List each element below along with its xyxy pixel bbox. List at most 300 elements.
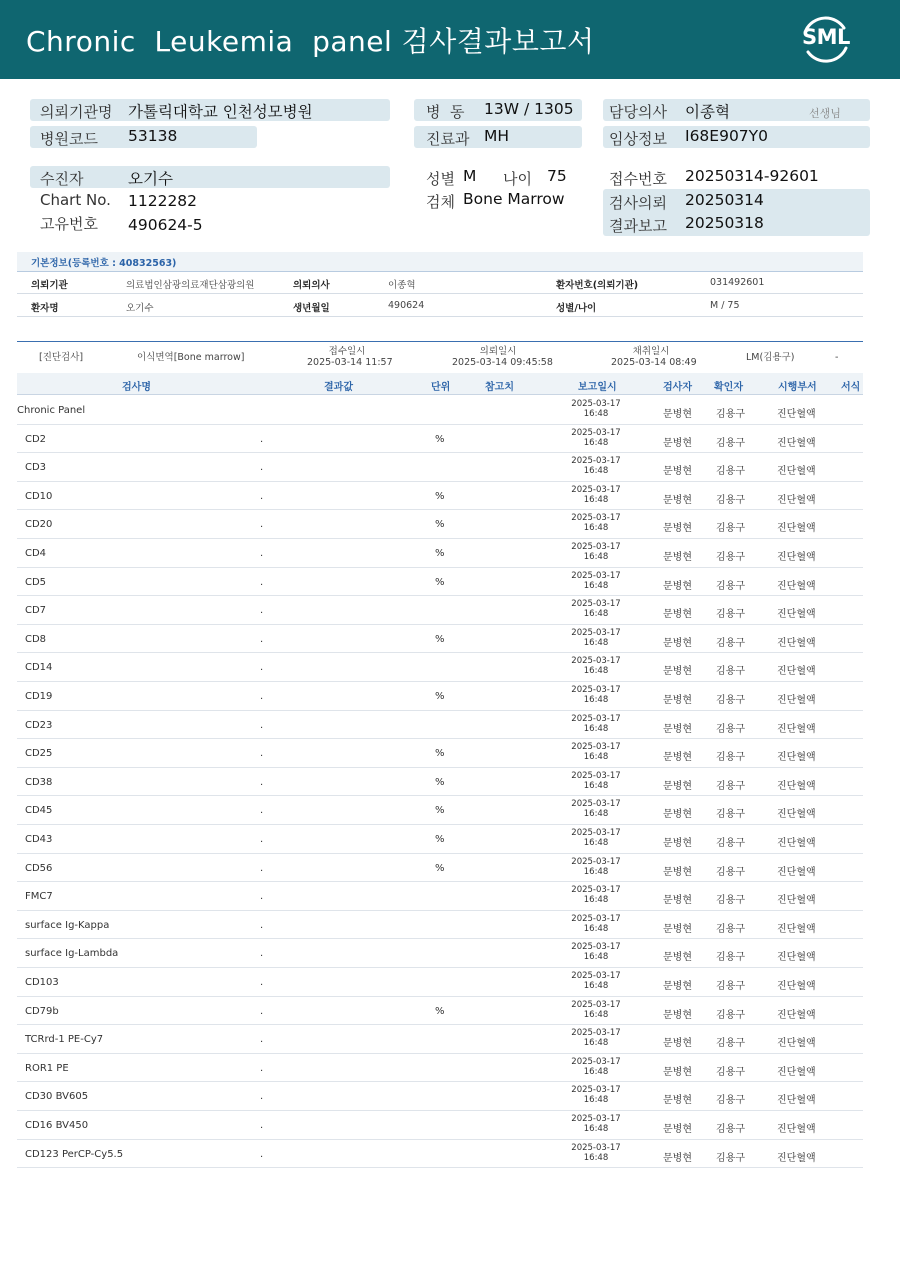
age-label: 나이 xyxy=(503,170,532,188)
dept: 진단혈액 xyxy=(777,609,816,621)
results-table-header xyxy=(17,373,863,395)
request-label: 검사의뢰 xyxy=(609,194,667,212)
sex-label: 성별 xyxy=(426,170,455,188)
unit: % xyxy=(435,776,445,788)
confirmer: 김용구 xyxy=(716,695,745,706)
test-name: FMC7 xyxy=(25,891,53,903)
report-date: 2025-03-17 xyxy=(571,885,621,896)
col-tester: 검사자 xyxy=(663,382,692,393)
uid-value: 490624-5 xyxy=(128,216,203,234)
unit: % xyxy=(435,748,445,760)
confirmer: 김용구 xyxy=(716,895,745,907)
report-header xyxy=(0,0,900,79)
table-row xyxy=(17,1025,863,1054)
result-value: . xyxy=(260,1005,264,1017)
basic-info-heading xyxy=(17,252,863,272)
test-name: CD14 xyxy=(25,662,53,674)
report-date: 2025-03-17 xyxy=(571,484,621,495)
report-datetime xyxy=(570,1000,622,1020)
confirmer: 김용구 xyxy=(716,723,745,735)
basic-key: 환자번호(의뢰기관) xyxy=(556,280,639,291)
table-row xyxy=(17,539,863,568)
test-name: surface Ig-Lambda xyxy=(25,948,119,960)
basic-info-title: 기본정보(등록번호 : 40832563) xyxy=(31,258,177,269)
tester: 문병현 xyxy=(663,923,692,935)
tester: 문병현 xyxy=(663,780,692,792)
order-category: [진단검사] xyxy=(39,352,84,363)
confirmer: 김용구 xyxy=(716,809,745,821)
tester: 문병현 xyxy=(663,666,692,678)
dept: 진단혈액 xyxy=(777,552,816,563)
test-name: ROR1 PE xyxy=(25,1062,69,1074)
dept: 진단혈액 xyxy=(777,1038,816,1050)
report-date: 2025-03-17 xyxy=(571,999,621,1010)
basic-row-2 xyxy=(17,295,863,317)
table-row xyxy=(17,882,863,911)
dept: 진단혈액 xyxy=(777,838,816,849)
tester: 문병현 xyxy=(663,895,692,907)
dept: 진단혈액 xyxy=(777,1124,816,1135)
result-value: . xyxy=(260,548,264,559)
report-time: 16:48 xyxy=(583,1152,609,1163)
tester: 문병현 xyxy=(663,523,692,535)
tester: 문병현 xyxy=(663,952,692,964)
test-name: CD19 xyxy=(25,691,53,702)
report-time: 16:48 xyxy=(583,838,609,848)
report-time: 16:48 xyxy=(583,1095,609,1106)
report-date: 2025-03-17 xyxy=(571,1056,621,1067)
dept: 진단혈액 xyxy=(777,923,816,935)
report-date: 2025-03-17 xyxy=(571,856,621,867)
table-row xyxy=(17,596,863,625)
dept: 진단혈액 xyxy=(777,437,816,449)
name-label: 수진자 xyxy=(40,170,84,188)
tester: 문병현 xyxy=(663,981,692,992)
dept: 진단혈액 xyxy=(777,780,816,792)
clinical-value: I68E907Y0 xyxy=(685,127,769,145)
confirmer: 김용구 xyxy=(716,838,745,849)
dept: 진단혈액 xyxy=(777,523,816,535)
table-row xyxy=(17,968,863,997)
report-date: 2025-03-17 xyxy=(571,427,621,438)
specimen-label: 검체 xyxy=(426,193,455,211)
result-value: . xyxy=(260,977,264,988)
confirmer: 김용구 xyxy=(716,1152,745,1164)
test-name: CD20 xyxy=(25,519,53,531)
doctor-suffix: 선생님 xyxy=(809,107,841,120)
tester: 문병현 xyxy=(663,1152,692,1164)
test-name: CD45 xyxy=(25,805,53,817)
report-datetime xyxy=(570,771,622,791)
report-date: 2025-03-17 xyxy=(571,799,621,810)
confirmer: 김용구 xyxy=(716,580,745,592)
dept: 진단혈액 xyxy=(777,895,816,907)
report-date: 2025-03-17 xyxy=(571,971,621,981)
report-datetime xyxy=(570,485,622,505)
order-dash: - xyxy=(835,352,839,363)
report-time: 16:48 xyxy=(583,1124,609,1134)
report-time: 16:48 xyxy=(583,923,609,934)
report-datetime xyxy=(570,428,622,448)
order-row xyxy=(17,341,863,373)
report-datetime xyxy=(570,714,622,734)
report-time: 16:48 xyxy=(583,952,609,963)
request-value: 20250314 xyxy=(685,191,764,209)
report-datetime xyxy=(570,1114,622,1134)
dept: 진단혈액 xyxy=(777,1066,816,1078)
report-time: 16:48 xyxy=(583,637,609,648)
order-received-value: 2025-03-14 11:57 xyxy=(307,357,393,368)
tester: 문병현 xyxy=(663,437,692,449)
report-time: 16:48 xyxy=(583,437,609,448)
result-value: . xyxy=(260,919,264,931)
result-value: . xyxy=(260,1034,264,1046)
unit: % xyxy=(435,633,445,645)
table-row xyxy=(17,997,863,1026)
table-row xyxy=(17,1082,863,1111)
report-date: 2025-03-17 xyxy=(571,627,621,638)
table-row xyxy=(17,625,863,654)
confirmer: 김용구 xyxy=(716,609,745,621)
dept: 진단혈액 xyxy=(777,809,816,821)
confirmer: 김용구 xyxy=(716,1124,745,1135)
report-time: 16:48 xyxy=(583,695,609,705)
result-value: . xyxy=(260,834,264,845)
report-datetime xyxy=(570,456,622,476)
test-name: CD10 xyxy=(25,490,53,502)
report-datetime xyxy=(570,513,622,533)
basic-value: 031492601 xyxy=(710,277,765,288)
tester: 문병현 xyxy=(663,1124,692,1135)
confirmer: 김용구 xyxy=(716,1066,745,1078)
unit: % xyxy=(435,805,445,817)
basic-key: 의뢰의사 xyxy=(293,280,330,291)
report-date: 2025-03-17 xyxy=(571,1028,621,1039)
report-datetime xyxy=(570,1057,622,1077)
report-datetime xyxy=(570,799,622,819)
report-label: 결과보고 xyxy=(609,217,667,235)
tester: 문병현 xyxy=(663,838,692,849)
hospcode-label: 병원코드 xyxy=(40,130,98,148)
report-datetime xyxy=(570,1143,622,1163)
basic-row-1 xyxy=(17,272,863,294)
dept: 진단혈액 xyxy=(777,494,816,506)
tester: 문병현 xyxy=(663,809,692,821)
test-name: CD56 xyxy=(25,862,53,874)
report-time: 16:48 xyxy=(583,409,609,419)
report-datetime xyxy=(570,542,622,562)
report-datetime xyxy=(570,1085,622,1105)
col-result: 결과값 xyxy=(324,382,353,393)
basic-value: M / 75 xyxy=(710,300,740,311)
ward-value: 13W / 1305 xyxy=(484,100,574,118)
result-value: . xyxy=(260,776,264,788)
report-time: 16:48 xyxy=(583,552,609,562)
confirmer: 김용구 xyxy=(716,1009,745,1021)
confirmer: 김용구 xyxy=(716,437,745,449)
tester: 문병현 xyxy=(663,723,692,735)
uid-label: 고유번호 xyxy=(40,215,98,233)
confirmer: 김용구 xyxy=(716,523,745,535)
test-name: CD4 xyxy=(25,548,47,559)
tester: 문병현 xyxy=(663,1066,692,1078)
dept: 진단혈액 xyxy=(777,666,816,678)
report-time: 16:48 xyxy=(583,1066,609,1077)
result-value: . xyxy=(260,748,264,760)
report-time: 16:48 xyxy=(583,752,609,763)
dept: 진단혈액 xyxy=(777,580,816,592)
report-time: 16:48 xyxy=(583,1038,609,1049)
confirmer: 김용구 xyxy=(716,1095,745,1107)
result-value: . xyxy=(260,519,264,531)
report-date: 2025-03-17 xyxy=(571,770,621,781)
table-row xyxy=(17,939,863,968)
report-date: 2025-03-17 xyxy=(571,913,621,924)
tester: 문병현 xyxy=(663,1095,692,1107)
col-reference: 참고치 xyxy=(485,382,514,393)
report-datetime xyxy=(570,656,622,676)
confirmer: 김용구 xyxy=(716,409,745,420)
col-format: 서식 xyxy=(841,382,861,393)
result-value: . xyxy=(260,862,264,874)
report-datetime xyxy=(570,942,622,962)
dept: 진단혈액 xyxy=(777,637,816,649)
test-name: CD3 xyxy=(25,462,47,474)
report-time: 16:48 xyxy=(583,780,609,791)
report-date: 2025-03-17 xyxy=(571,828,621,838)
result-value: . xyxy=(260,605,264,617)
basic-value: 490624 xyxy=(388,300,425,311)
report-datetime xyxy=(570,828,622,848)
unit: % xyxy=(435,576,445,588)
doctor-label: 담당의사 xyxy=(609,103,667,121)
test-name: CD8 xyxy=(25,633,47,645)
confirmer: 김용구 xyxy=(716,952,745,964)
table-row xyxy=(17,510,863,539)
tester: 문병현 xyxy=(663,695,692,706)
result-value: . xyxy=(260,462,264,474)
confirmer: 김용구 xyxy=(716,981,745,992)
table-row xyxy=(17,396,863,425)
tester: 문병현 xyxy=(663,409,692,420)
table-row xyxy=(17,854,863,883)
dept-label: 진료과 xyxy=(426,130,470,148)
sml-logo xyxy=(796,12,854,66)
chart-label: Chart No. xyxy=(40,191,111,209)
report-datetime xyxy=(570,628,622,648)
basic-key: 생년월일 xyxy=(293,303,330,314)
report-date: 2025-03-17 xyxy=(571,656,621,667)
result-value: . xyxy=(260,719,264,731)
result-value: . xyxy=(260,662,264,674)
report-time: 16:48 xyxy=(583,866,609,877)
dept: 진단혈액 xyxy=(777,695,816,706)
table-row xyxy=(17,911,863,940)
report-datetime xyxy=(570,914,622,934)
test-name: CD25 xyxy=(25,748,53,760)
order-collected-value: 2025-03-14 08:49 xyxy=(611,357,697,368)
report-title: Chronic Leukemia panel 검사결과보고서 xyxy=(26,25,595,58)
name-pill xyxy=(30,166,390,188)
table-row xyxy=(17,1140,863,1169)
name-value: 오기수 xyxy=(128,170,173,188)
tester: 문병현 xyxy=(663,752,692,764)
table-row xyxy=(17,482,863,511)
unit: % xyxy=(435,433,445,445)
test-name: CD38 xyxy=(25,776,53,788)
confirmer: 김용구 xyxy=(716,752,745,764)
unit: % xyxy=(435,834,445,845)
report-datetime xyxy=(570,599,622,619)
accession-label: 접수번호 xyxy=(609,170,667,188)
report-time: 16:48 xyxy=(583,580,609,591)
dept: 진단혈액 xyxy=(777,466,816,478)
report-datetime xyxy=(570,742,622,762)
result-value: . xyxy=(260,576,264,588)
test-name: CD103 xyxy=(25,977,59,988)
report-time: 16:48 xyxy=(583,809,609,820)
dept: 진단혈액 xyxy=(777,1095,816,1107)
table-row xyxy=(17,1054,863,1083)
dept: 진단혈액 xyxy=(777,952,816,964)
test-name: surface Ig-Kappa xyxy=(25,919,110,931)
report-date: 2025-03-17 xyxy=(571,542,621,552)
report-date: 2025-03-17 xyxy=(571,456,621,467)
report-date: 2025-03-17 xyxy=(571,1142,621,1153)
result-value: . xyxy=(260,948,264,960)
tester: 문병현 xyxy=(663,552,692,563)
tester: 문병현 xyxy=(663,866,692,878)
report-date: 2025-03-17 xyxy=(571,1114,621,1124)
table-row xyxy=(17,711,863,740)
result-value: . xyxy=(260,1120,264,1131)
report-datetime xyxy=(570,685,622,705)
confirmer: 김용구 xyxy=(716,923,745,935)
report-datetime xyxy=(570,885,622,905)
dept: 진단혈액 xyxy=(777,752,816,764)
report-date: 2025-03-17 xyxy=(571,685,621,695)
result-value: . xyxy=(260,433,264,445)
test-name: CD30 BV605 xyxy=(25,1091,89,1103)
tester: 문병현 xyxy=(663,1009,692,1021)
test-name: CD23 xyxy=(25,719,53,731)
unit: % xyxy=(435,1005,445,1017)
report-date: 2025-03-17 xyxy=(571,742,621,753)
table-row xyxy=(17,653,863,682)
table-row xyxy=(17,453,863,482)
dept: 진단혈액 xyxy=(777,866,816,878)
dept: 진단혈액 xyxy=(777,409,816,420)
table-row xyxy=(17,568,863,597)
order-lm: LM(김용구) xyxy=(746,352,795,363)
result-value: . xyxy=(260,633,264,645)
result-value: . xyxy=(260,1091,264,1103)
chart-value: 1122282 xyxy=(128,192,198,210)
table-row xyxy=(17,682,863,711)
report-date: 2025-03-17 xyxy=(571,570,621,581)
accession-value: 20250314-92601 xyxy=(685,167,819,185)
ward-label: 병 동 xyxy=(426,103,465,121)
table-row xyxy=(17,796,863,825)
report-datetime xyxy=(570,399,622,419)
sex-value: M xyxy=(463,167,477,185)
basic-value: 오기수 xyxy=(126,303,154,314)
order-requested-label: 의뢰일시 xyxy=(479,346,517,357)
basic-key: 성별/나이 xyxy=(556,303,597,314)
table-row xyxy=(17,768,863,797)
report-date: 2025-03-17 xyxy=(571,1085,621,1096)
tester: 문병현 xyxy=(663,580,692,592)
report-time: 16:48 xyxy=(583,494,609,505)
report-datetime xyxy=(570,1028,622,1048)
confirmer: 김용구 xyxy=(716,637,745,649)
report-time: 16:48 xyxy=(583,609,609,620)
test-name: CD43 xyxy=(25,834,53,845)
col-dept: 시행부서 xyxy=(778,382,817,393)
hospcode-value: 53138 xyxy=(128,127,178,145)
confirmer: 김용구 xyxy=(716,666,745,678)
report-date: 2025-03-17 xyxy=(571,599,621,610)
order-test: 이식면역[Bone marrow] xyxy=(137,352,245,363)
specimen-value: Bone Marrow xyxy=(463,190,565,208)
basic-value: 이종혁 xyxy=(388,280,416,291)
clinical-label: 임상정보 xyxy=(609,130,667,148)
result-value: . xyxy=(260,805,264,817)
report-time: 16:48 xyxy=(583,466,609,477)
basic-key: 환자명 xyxy=(31,303,59,314)
col-report-date: 보고일시 xyxy=(578,382,617,393)
test-name: TCRrd-1 PE-Cy7 xyxy=(25,1034,104,1046)
tester: 문병현 xyxy=(663,609,692,621)
confirmer: 김용구 xyxy=(716,466,745,478)
dept: 진단혈액 xyxy=(777,1009,816,1021)
dept: 진단혈액 xyxy=(777,981,816,992)
table-row xyxy=(17,739,863,768)
tester: 문병현 xyxy=(663,1038,692,1050)
table-row xyxy=(17,1111,863,1140)
col-confirmer: 확인자 xyxy=(714,382,743,393)
test-name: CD123 PerCP-Cy5.5 xyxy=(25,1148,124,1160)
unit: % xyxy=(435,548,445,559)
report-date: 2025-03-17 xyxy=(571,713,621,724)
table-row xyxy=(17,825,863,854)
report-time: 16:48 xyxy=(583,523,609,534)
confirmer: 김용구 xyxy=(716,552,745,563)
report-time: 16:48 xyxy=(583,981,609,991)
report-time: 16:48 xyxy=(583,723,609,734)
report-date: 2025-03-17 xyxy=(571,942,621,953)
order-received-label: 접수일시 xyxy=(328,346,366,357)
basic-key: 의뢰기관 xyxy=(31,280,68,291)
order-collected-label: 채취일시 xyxy=(632,346,670,357)
table-row xyxy=(17,425,863,454)
doctor-value: 이종혁 xyxy=(685,103,730,121)
confirmer: 김용구 xyxy=(716,780,745,792)
confirmer: 김용구 xyxy=(716,1038,745,1050)
test-name: CD2 xyxy=(25,433,47,445)
report-time: 16:48 xyxy=(583,1009,609,1020)
test-name: CD16 BV450 xyxy=(25,1120,89,1131)
col-unit: 단위 xyxy=(431,382,451,393)
order-requested-value: 2025-03-14 09:45:58 xyxy=(452,357,553,368)
col-test-name: 검사명 xyxy=(122,382,151,393)
unit: % xyxy=(435,862,445,874)
result-value: . xyxy=(260,891,264,903)
basic-value: 의료법인삼광의료재단삼광의원 xyxy=(126,280,255,291)
report-datetime xyxy=(570,971,622,991)
report-datetime xyxy=(570,571,622,591)
confirmer: 김용구 xyxy=(716,494,745,506)
